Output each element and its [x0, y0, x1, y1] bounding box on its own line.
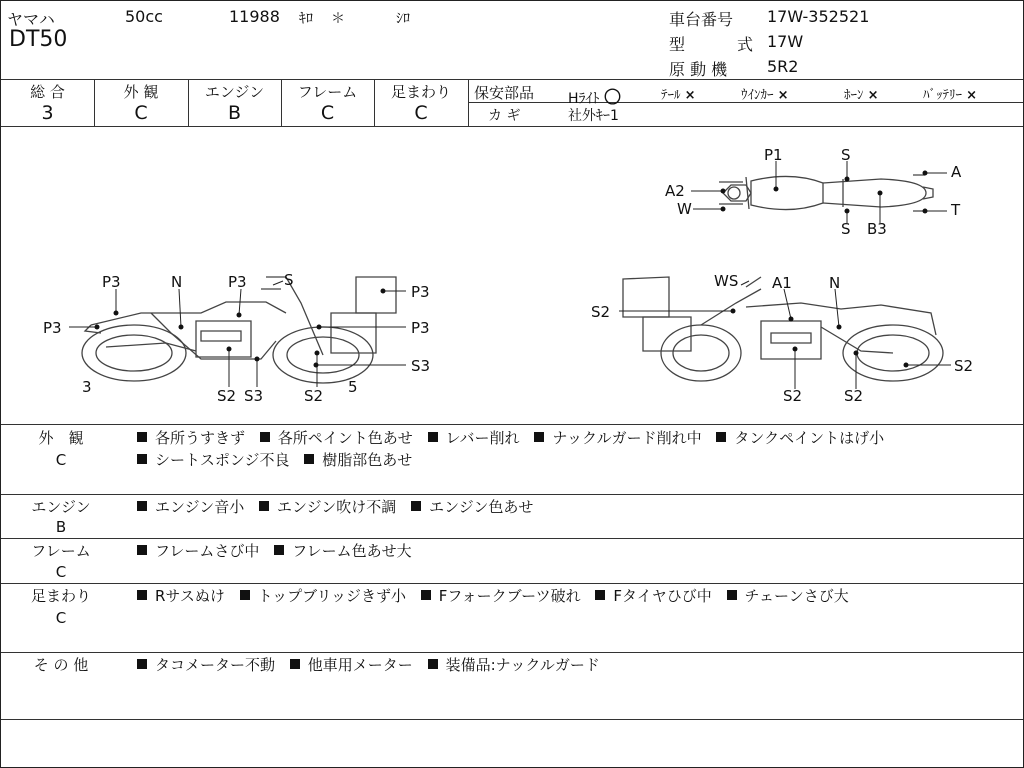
grade-value-suspension: C: [414, 102, 428, 124]
diag-label-a: A: [951, 163, 962, 181]
mileage-mark: ＊: [331, 11, 345, 27]
grade-value-overall: 3: [41, 102, 54, 124]
diag-label-w: W: [677, 200, 692, 218]
diag-label-n: N: [171, 273, 183, 291]
note-title-other: そ の 他: [33, 656, 89, 674]
note-list-suspension: Rサスぬけ トップブリッジきず小 Fフォークブーツ破れ Fタイヤひび中 チェーンさび大: [137, 585, 849, 607]
diag-label-s2: S2: [591, 303, 611, 321]
diag-label-a2: A2: [665, 182, 685, 200]
frame-no-label: 車台番号: [669, 10, 734, 29]
diag-label-p3: P3: [102, 273, 121, 291]
diag-label-p3: P3: [411, 283, 430, 301]
mileage: 11988: [229, 7, 280, 26]
note-title-suspension: 足まわり: [30, 587, 91, 605]
diag-label-s: S: [841, 220, 851, 238]
note-title-exterior: 外 観: [38, 429, 84, 447]
notes-top-rule: [1, 424, 1023, 425]
mileage-unit: ｷﾛ: [299, 11, 313, 27]
diag-label-s2: S2: [304, 387, 324, 405]
left-view-bike: [82, 277, 396, 383]
grade-top-rule: [1, 79, 1023, 80]
grade-divider: [468, 79, 469, 126]
type-label-2: 式: [737, 35, 754, 54]
color: ｼﾛ: [396, 11, 410, 27]
top-view-bike: [719, 175, 933, 211]
diag-label-p1: P1: [764, 146, 783, 164]
note-title-engine: エンジン: [31, 498, 91, 516]
note-grade-exterior: C: [55, 451, 67, 469]
diag-label-s2: S2: [217, 387, 237, 405]
diag-label-n: N: [829, 274, 841, 292]
safety-item-horn: ﾎｰﾝ ×: [844, 88, 879, 103]
diagram-dots: [95, 171, 928, 368]
notes-rule: [1, 494, 1023, 495]
diag-label-b3: B3: [867, 220, 887, 238]
diag-label-a1: A1: [772, 274, 792, 292]
safety-item-headlight: Hﾗｲﾄ 〇: [568, 88, 621, 108]
grade-value-exterior: C: [134, 102, 148, 124]
safety-item-battery: ﾊﾞｯﾃﾘｰ ×: [923, 88, 978, 103]
engine-label: 原 動 機: [669, 60, 728, 79]
diag-label-5: 5: [348, 378, 358, 396]
note-list-frame: フレームさび中 フレーム色あせ大: [137, 540, 412, 562]
damage-diagram: [1, 127, 1023, 424]
displacement: 50cc: [125, 7, 163, 26]
diag-label-s3: S3: [244, 387, 264, 405]
diag-label-t: T: [951, 201, 961, 219]
type-label-1: 型: [669, 35, 686, 54]
diag-label-ws: WS: [714, 272, 739, 290]
note-grade-engine: B: [55, 518, 67, 536]
grade-value-frame: C: [320, 102, 335, 124]
frame-no: 17W-352521: [767, 7, 870, 26]
note-grade-frame: C: [55, 563, 67, 581]
safety-item-tail: ﾃｰﾙ ×: [661, 88, 696, 103]
grade-label-suspension: 足まわり: [390, 83, 451, 101]
grade-value-engine: B: [227, 102, 242, 124]
diag-label-3: 3: [82, 378, 92, 396]
diag-label-s2: S2: [954, 357, 974, 375]
model-name: DT50: [9, 27, 68, 52]
leader-lines: [69, 161, 951, 389]
notes-rule: [1, 538, 1023, 539]
safety-item-winker: ｳｲﾝｶｰ ×: [741, 88, 789, 103]
note-grade-suspension: C: [55, 609, 67, 627]
key-label: カ ギ: [488, 108, 521, 124]
diag-label-s2: S2: [783, 387, 803, 405]
grade-label-overall: 総 合: [30, 83, 65, 101]
note-title-frame: フレーム: [31, 542, 91, 560]
note-list-exterior: 各所うすきず 各所ペイント色あせ レバー削れ ナックルガード削れ中 タンクペイントはげ小 シートスポンジ不良 樹脂部色あせ: [137, 427, 884, 471]
safety-title: 保安部品: [474, 84, 535, 102]
diag-label-s: S: [284, 271, 294, 289]
note-list-other: タコメーター不動 他車用メーター 装備品:ナックルガード: [137, 654, 600, 676]
engine-value: 5R2: [767, 57, 799, 76]
notes-rule: [1, 652, 1023, 653]
diag-label-p3: P3: [411, 319, 430, 337]
diag-label-p3: P3: [43, 319, 62, 337]
right-view-bike: [623, 277, 943, 381]
notes-rule: [1, 719, 1023, 720]
note-list-engine: エンジン音小 エンジン吹け不調 エンジン色あせ: [137, 496, 533, 518]
notes-rule: [1, 583, 1023, 584]
maker: ヤマハ: [7, 10, 55, 29]
grade-label-frame: フレーム: [297, 83, 358, 101]
diag-label-s: S: [841, 146, 851, 164]
diag-label-p3: P3: [228, 273, 247, 291]
key-value: 社外ｷｰ1: [568, 108, 619, 124]
grade-label-engine: エンジン: [204, 83, 265, 101]
grade-label-exterior: 外 観: [123, 83, 159, 101]
diag-label-s3: S3: [411, 357, 431, 375]
type-value: 17W: [767, 32, 804, 51]
diag-label-s2: S2: [844, 387, 864, 405]
